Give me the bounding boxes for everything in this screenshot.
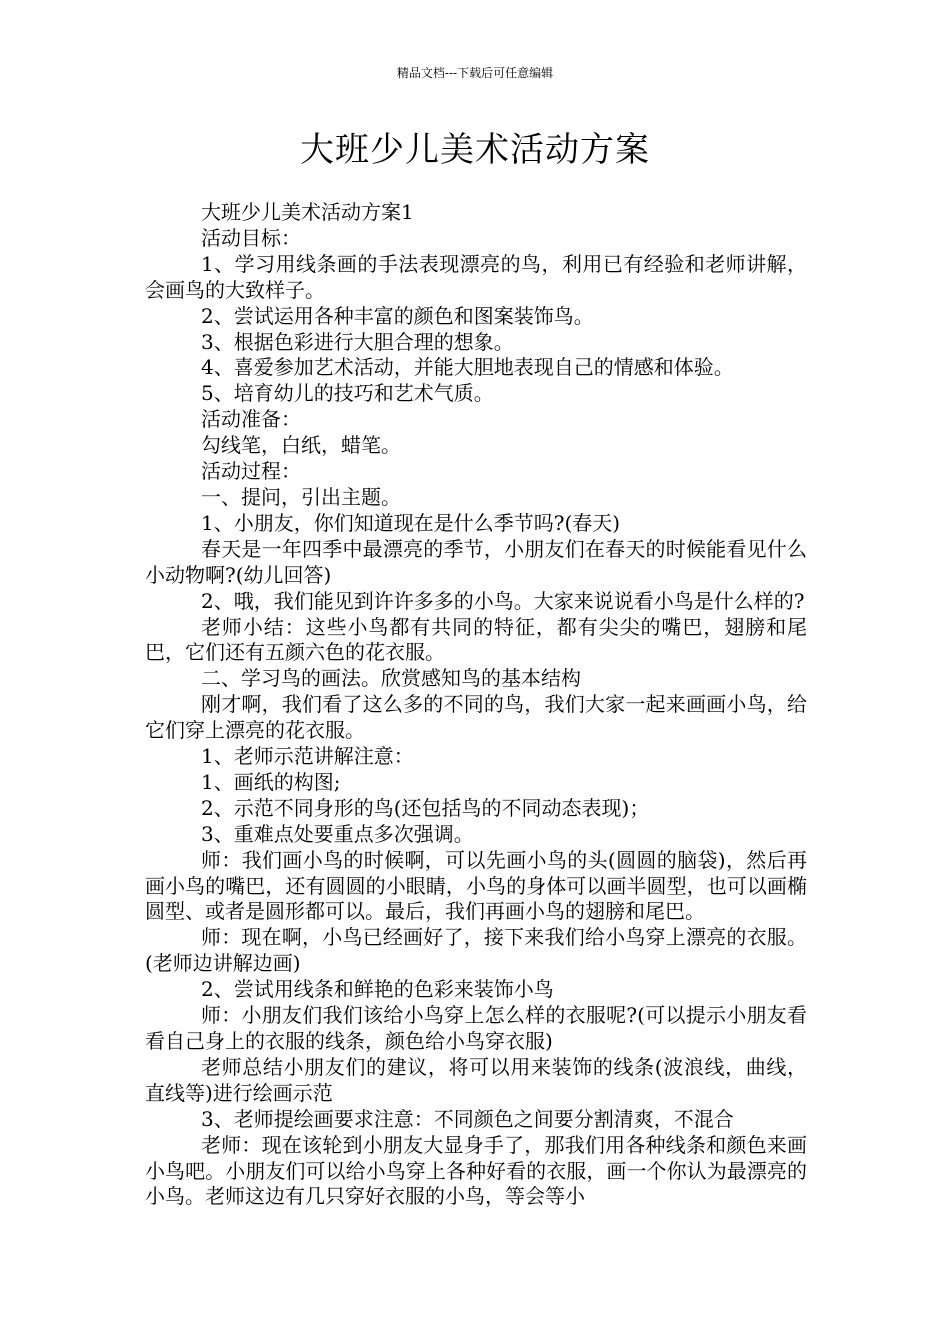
paragraph: 2、哦，我们能见到许许多多的小鸟。大家来说说看小鸟是什么样的?	[201, 588, 805, 613]
paragraph: 2、示范不同身形的鸟(还包括鸟的不同动态表现)；	[201, 795, 650, 820]
paragraph: 2、尝试用线条和鲜艳的色彩来装饰小鸟	[201, 977, 554, 1002]
paragraph: 活动准备：	[201, 407, 301, 432]
paragraph: 二、学习鸟的画法。欣赏感知鸟的基本结构	[201, 666, 581, 691]
paragraph: 活动过程：	[201, 459, 301, 484]
document-title: 大班少儿美术活动方案	[300, 130, 650, 170]
paragraph: 刚才啊，我们看了这么多的不同的鸟，我们大家一起来画画小鸟，给它们穿上漂亮的花衣服。	[145, 692, 807, 743]
paragraph: 1、学习用线条画的手法表现漂亮的鸟，利用已有经验和老师讲解，会画鸟的大致样子。	[145, 251, 807, 302]
paragraph: 老师小结：这些小鸟都有共同的特征，都有尖尖的嘴巴，翅膀和尾巴，它们还有五颜六色的花衣服。	[145, 614, 807, 665]
paragraph: 1、画纸的构图;	[201, 769, 341, 794]
paragraph: 勾线笔，白纸，蜡笔。	[201, 433, 401, 458]
paragraph: 2、尝试运用各种丰富的颜色和图案装饰鸟。	[201, 303, 594, 328]
paragraph: 4、喜爱参加艺术活动，并能大胆地表现自己的情感和体验。	[201, 355, 734, 380]
paragraph: 师：我们画小鸟的时候啊，可以先画小鸟的头(圆圆的脑袋)，然后再画小鸟的嘴巴，还有圆圆的小眼睛，小鸟的身体可以画半圆型，也可以画椭圆型、或者是圆形都可以。最后，我们再画小鸟的翅膀和尾巴。	[145, 847, 807, 924]
paragraph: 老师总结小朋友们的建议，将可以用来装饰的线条(波浪线，曲线，直线等)进行绘画示范	[145, 1054, 807, 1105]
paragraph: 老师：现在该轮到小朋友大显身手了，那我们用各种线条和颜色来画小鸟吧。小朋友们可以给小鸟穿上各种好看的衣服，画一个你认为最漂亮的小鸟。老师这边有几只穿好衣服的小鸟，等会等小	[145, 1132, 807, 1209]
document-body	[145, 200, 807, 1210]
paragraph: 3、老师提绘画要求注意：不同颜色之间要分割清爽，不混合	[201, 1106, 734, 1131]
paragraph: 3、重难点处要重点多次强调。	[201, 821, 474, 846]
paragraph: 师：小朋友们我们该给小鸟穿上怎么样的衣服呢?(可以提示小朋友看看自己身上的衣服的线条，颜色给小鸟穿衣服)	[145, 1003, 807, 1053]
paragraph: 一、提问，引出主题。	[201, 484, 401, 509]
paragraph: 1、小朋友，你们知道现在是什么季节吗?(春天)	[201, 510, 621, 535]
paragraph: 1、老师示范讲解注意：	[201, 744, 414, 769]
paragraph: 师：现在啊，小鸟已经画好了，接下来我们给小鸟穿上漂亮的衣服。(老师边讲解边画)	[145, 925, 807, 976]
paragraph: 大班少儿美术活动方案1	[201, 200, 414, 224]
paragraph: 春天是一年四季中最漂亮的季节，小朋友们在春天的时候能看见什么小动物啊?(幼儿回答)	[145, 536, 807, 587]
paragraph: 5、培育幼儿的技巧和艺术气质。	[201, 381, 494, 406]
paragraph: 3、根据色彩进行大胆合理的想象。	[201, 329, 514, 354]
page-header: 精品文档---下载后可任意编辑	[396, 66, 554, 80]
paragraph: 活动目标：	[201, 225, 301, 250]
